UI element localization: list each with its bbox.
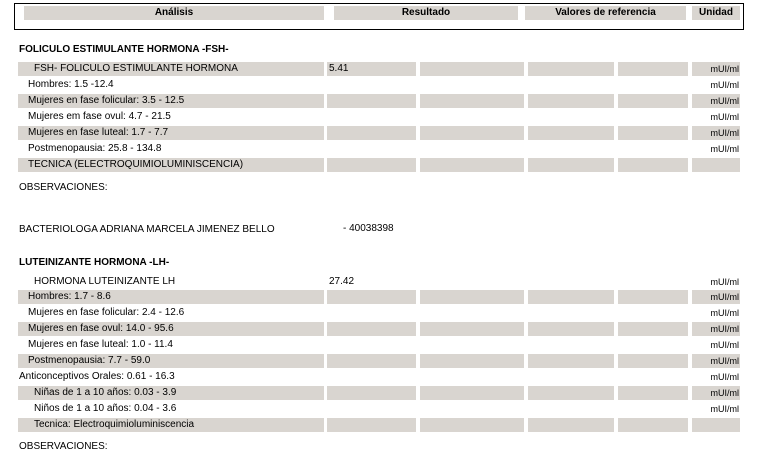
row-label: Hombres: 1.7 - 8.6 — [18, 290, 324, 304]
row-result — [327, 418, 416, 432]
table-row — [0, 141, 776, 157]
row-blank — [420, 94, 524, 108]
observaciones-lh: OBSERVACIONES: — [19, 441, 108, 452]
row-unit: mUI/ml — [710, 340, 739, 350]
table-row — [0, 417, 776, 433]
row-blank — [618, 158, 688, 172]
row-unit: mUI/ml — [710, 372, 739, 382]
row-blank — [528, 94, 614, 108]
row-blank — [618, 62, 688, 76]
row-blank — [618, 126, 688, 140]
row-blank — [528, 354, 614, 368]
row-unit — [692, 418, 740, 432]
section-title-lh: LUTEINIZANTE HORMONA -LH- — [19, 257, 170, 268]
row-result — [327, 386, 416, 400]
row-result — [327, 290, 416, 304]
table-row — [0, 337, 776, 353]
row-label: HORMONA LUTEINIZANTE LH — [34, 276, 176, 287]
row-blank — [618, 386, 688, 400]
row-unit: mUI/ml — [692, 94, 740, 108]
table-row — [0, 305, 776, 321]
row-label: Postmenopausia: 25.8 - 134.8 — [28, 143, 162, 154]
row-blank — [420, 290, 524, 304]
row-blank — [420, 62, 524, 76]
row-unit: mUI/ml — [710, 277, 739, 287]
row-blank — [618, 322, 688, 336]
row-unit: mUI/ml — [692, 354, 740, 368]
signature-name: BACTERIOLOGA ADRIANA MARCELA JIMENEZ BELLO — [19, 224, 275, 235]
row-unit: mUI/ml — [710, 308, 739, 318]
table-row — [0, 93, 776, 109]
row-blank — [420, 158, 524, 172]
row-label: TECNICA (ELECTROQUIMIOLUMINISCENCIA) — [18, 158, 324, 172]
row-label: Anticonceptivos Orales: 0.61 - 16.3 — [19, 371, 175, 382]
table-row — [0, 289, 776, 305]
row-unit: mUI/ml — [710, 112, 739, 122]
row-unit: mUI/ml — [692, 126, 740, 140]
row-label: Niños de 1 a 10 años: 0.04 - 3.6 — [34, 403, 177, 414]
row-unit: mUI/ml — [692, 290, 740, 304]
header-valores-referencia: Valores de referencia — [525, 6, 686, 20]
row-blank — [528, 290, 614, 304]
row-unit: mUI/ml — [710, 80, 739, 90]
table-row — [0, 77, 776, 93]
row-unit — [692, 158, 740, 172]
row-label: Hombres: 1.5 -12.4 — [28, 79, 114, 90]
row-label: Postmenopausia: 7.7 - 59.0 — [18, 354, 324, 368]
table-row — [0, 369, 776, 385]
row-label: Tecnica: Electroquimioluminiscencia — [18, 418, 324, 432]
row-label: FSH- FOLICULO ESTIMULANTE HORMONA — [18, 62, 324, 76]
table-row — [0, 274, 776, 290]
signature-id: - 40038398 — [343, 223, 394, 234]
row-label: Mujeres en fase ovul: 14.0 - 95.6 — [18, 322, 324, 336]
row-blank — [528, 386, 614, 400]
row-label: Mujeres en fase luteal: 1.0 - 11.4 — [28, 339, 173, 350]
row-blank — [420, 386, 524, 400]
table-row — [0, 401, 776, 417]
table-row — [0, 157, 776, 173]
row-unit: mUI/ml — [710, 144, 739, 154]
row-unit: mUI/ml — [710, 404, 739, 414]
row-label: Mujeres en fase folicular: 3.5 - 12.5 — [18, 94, 324, 108]
row-unit: mUI/ml — [692, 322, 740, 336]
row-blank — [528, 126, 614, 140]
row-blank — [420, 354, 524, 368]
header-analisis: Análisis — [24, 6, 324, 20]
row-result — [327, 322, 416, 336]
row-label: Niñas de 1 a 10 años: 0.03 - 3.9 — [18, 386, 324, 400]
row-label: Mujeres en fase luteal: 1.7 - 7.7 — [18, 126, 324, 140]
table-row — [0, 125, 776, 141]
row-label: Mujeres em fase ovul: 4.7 - 21.5 — [28, 111, 171, 122]
row-blank — [618, 290, 688, 304]
row-blank — [528, 418, 614, 432]
row-blank — [420, 418, 524, 432]
row-result: 5.41 — [327, 62, 416, 76]
row-blank — [528, 322, 614, 336]
row-blank — [618, 354, 688, 368]
row-blank — [618, 94, 688, 108]
row-result — [327, 126, 416, 140]
row-blank — [528, 62, 614, 76]
row-blank — [618, 418, 688, 432]
table-row — [0, 61, 776, 77]
row-blank — [528, 158, 614, 172]
row-unit: mUI/ml — [692, 386, 740, 400]
table-row — [0, 385, 776, 401]
row-result — [327, 158, 416, 172]
table-row — [0, 109, 776, 125]
header-resultado: Resultado — [334, 6, 518, 20]
header-unidad: Unidad — [692, 6, 740, 20]
row-result — [327, 354, 416, 368]
row-result: 27.42 — [329, 276, 355, 287]
row-result — [327, 94, 416, 108]
observaciones-fsh: OBSERVACIONES: — [19, 182, 108, 193]
row-blank — [420, 126, 524, 140]
section-title-fsh: FOLICULO ESTIMULANTE HORMONA -FSH- — [19, 44, 229, 55]
row-blank — [420, 322, 524, 336]
table-row — [0, 321, 776, 337]
table-row — [0, 353, 776, 369]
row-label: Mujeres en fase folicular: 2.4 - 12.6 — [28, 307, 185, 318]
row-unit: mUI/ml — [692, 62, 740, 76]
